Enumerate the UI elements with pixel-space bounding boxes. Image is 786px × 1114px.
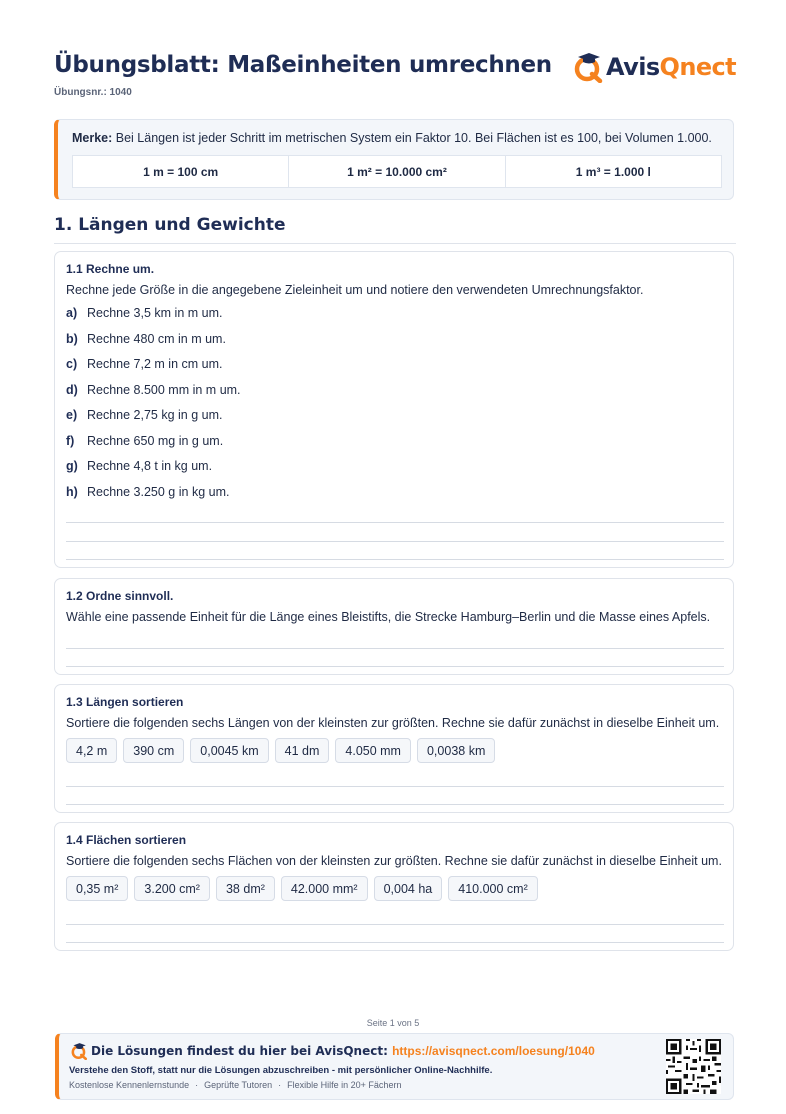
footer-title: Die Lösungen findest du hier bei AvisQnect: https://avisqnect.com/loesung/1040 xyxy=(91,1044,595,1058)
answer-line xyxy=(66,804,724,805)
answer-line xyxy=(66,648,724,649)
answer-line xyxy=(66,541,724,542)
section-title: 1. Längen und Gewichte xyxy=(54,215,736,244)
avisqnect-q-icon xyxy=(70,1042,88,1060)
value-chip: 410.000 cm² xyxy=(448,876,537,901)
solutions-footer xyxy=(55,1033,734,1100)
answer-line xyxy=(66,559,724,560)
page-header xyxy=(54,50,736,100)
footer-features xyxy=(69,1080,401,1090)
merke-text: Merke: Bei Längen ist jeder Schritt im metrischen System ein Faktor 10. Bei Flächen ist es 100, bei Volumen 1.000. xyxy=(72,131,712,145)
exercise-number: Übungsnr.: 1040 xyxy=(54,87,132,98)
answer-line xyxy=(66,786,724,787)
list-item: g) Rechne 4,8 t in kg um. xyxy=(66,459,213,473)
task-items xyxy=(66,306,241,510)
feature-item: Kostenlose Kennenlernstunde xyxy=(69,1080,190,1090)
task-title: 1.1 Rechne um. xyxy=(66,262,155,276)
answer-line xyxy=(66,666,724,667)
logo-text: AvisQnect xyxy=(606,53,736,81)
list-item: d) Rechne 8.500 mm in m um. xyxy=(66,382,241,397)
task-1-2 xyxy=(54,578,734,675)
avisqnect-logo-icon xyxy=(572,51,604,83)
merke-cell-length: 1 m = 100 cm xyxy=(73,156,289,187)
list-item: a) Rechne 3,5 km in m um. xyxy=(66,306,223,320)
task-description: Sortiere die folgenden sechs Flächen von der kleinsten zur größten. Rechne sie dafür zunächst in dieselbe Einheit um. xyxy=(66,854,722,868)
list-item: e) Rechne 2,75 kg in g um. xyxy=(66,408,223,422)
value-chip: 42.000 mm² xyxy=(281,876,368,901)
list-item: f) Rechne 650 mg in g um. xyxy=(66,433,224,448)
value-chip: 38 dm² xyxy=(216,876,275,901)
value-chip: 0,35 m² xyxy=(66,876,128,901)
page-title: Übungsblatt: Maßeinheiten umrechnen xyxy=(54,52,552,78)
task-description: Wähle eine passende Einheit für die Länge eines Bleistifts, die Strecke Hamburg–Berlin und die Masse eines Apfels. xyxy=(66,610,711,624)
feature-separator: · xyxy=(195,1080,199,1090)
merke-table xyxy=(72,155,722,188)
task-1-1 xyxy=(54,251,734,568)
value-chip: 3.200 cm² xyxy=(134,876,210,901)
task-description: Sortiere die folgenden sechs Längen von der kleinsten zur größten. Rechne sie dafür zunächst in dieselbe Einheit um. xyxy=(66,716,720,730)
merke-cell-area: 1 m² = 10.000 cm² xyxy=(289,156,505,187)
page-number: Seite 1 von 5 xyxy=(366,1018,420,1028)
solution-link[interactable]: https://avisqnect.com/loesung/1040 xyxy=(392,1044,595,1058)
logo xyxy=(572,50,736,84)
value-chip: 0,0038 km xyxy=(417,738,495,763)
answer-line xyxy=(66,942,724,943)
merke-box xyxy=(54,119,734,200)
task-description: Rechne jede Größe in die angegebene Zieleinheit um und notiere den verwendeten Umrechnungsfaktor. xyxy=(66,283,644,297)
list-item: c) Rechne 7,2 m in cm um. xyxy=(66,357,223,371)
value-chip: 41 dm xyxy=(275,738,330,763)
answer-line xyxy=(66,522,724,523)
feature-item: Geprüfte Tutoren xyxy=(204,1080,273,1090)
footer-subtitle: Verstehe den Stoff, statt nur die Lösungen abzuschreiben - mit persönlicher Online-Nachhilfe. xyxy=(69,1065,493,1076)
feature-separator: · xyxy=(278,1080,282,1090)
value-chip: 4,2 m xyxy=(66,738,117,763)
value-chip: 0,0045 km xyxy=(190,738,268,763)
list-item: b) Rechne 480 cm in m um. xyxy=(66,331,226,346)
merke-cell-volume: 1 m³ = 1.000 l xyxy=(575,164,651,179)
answer-line xyxy=(66,924,724,925)
list-item: h) Rechne 3.250 g in kg um. xyxy=(66,484,230,499)
task-title: 1.4 Flächen sortieren xyxy=(66,833,187,847)
chip-list xyxy=(66,876,538,901)
task-title: 1.2 Ordne sinnvoll. xyxy=(66,589,174,603)
task-1-4 xyxy=(54,822,734,951)
value-chip: 4.050 mm xyxy=(335,738,411,763)
feature-item: Flexible Hilfe in 20+ Fächern xyxy=(287,1080,402,1090)
task-1-3 xyxy=(54,684,734,813)
value-chip: 0,004 ha xyxy=(374,876,443,901)
task-title: 1.3 Längen sortieren xyxy=(66,695,184,709)
value-chip: 390 cm xyxy=(123,738,184,763)
qr-code-icon[interactable] xyxy=(666,1039,721,1094)
chip-list xyxy=(66,738,495,763)
